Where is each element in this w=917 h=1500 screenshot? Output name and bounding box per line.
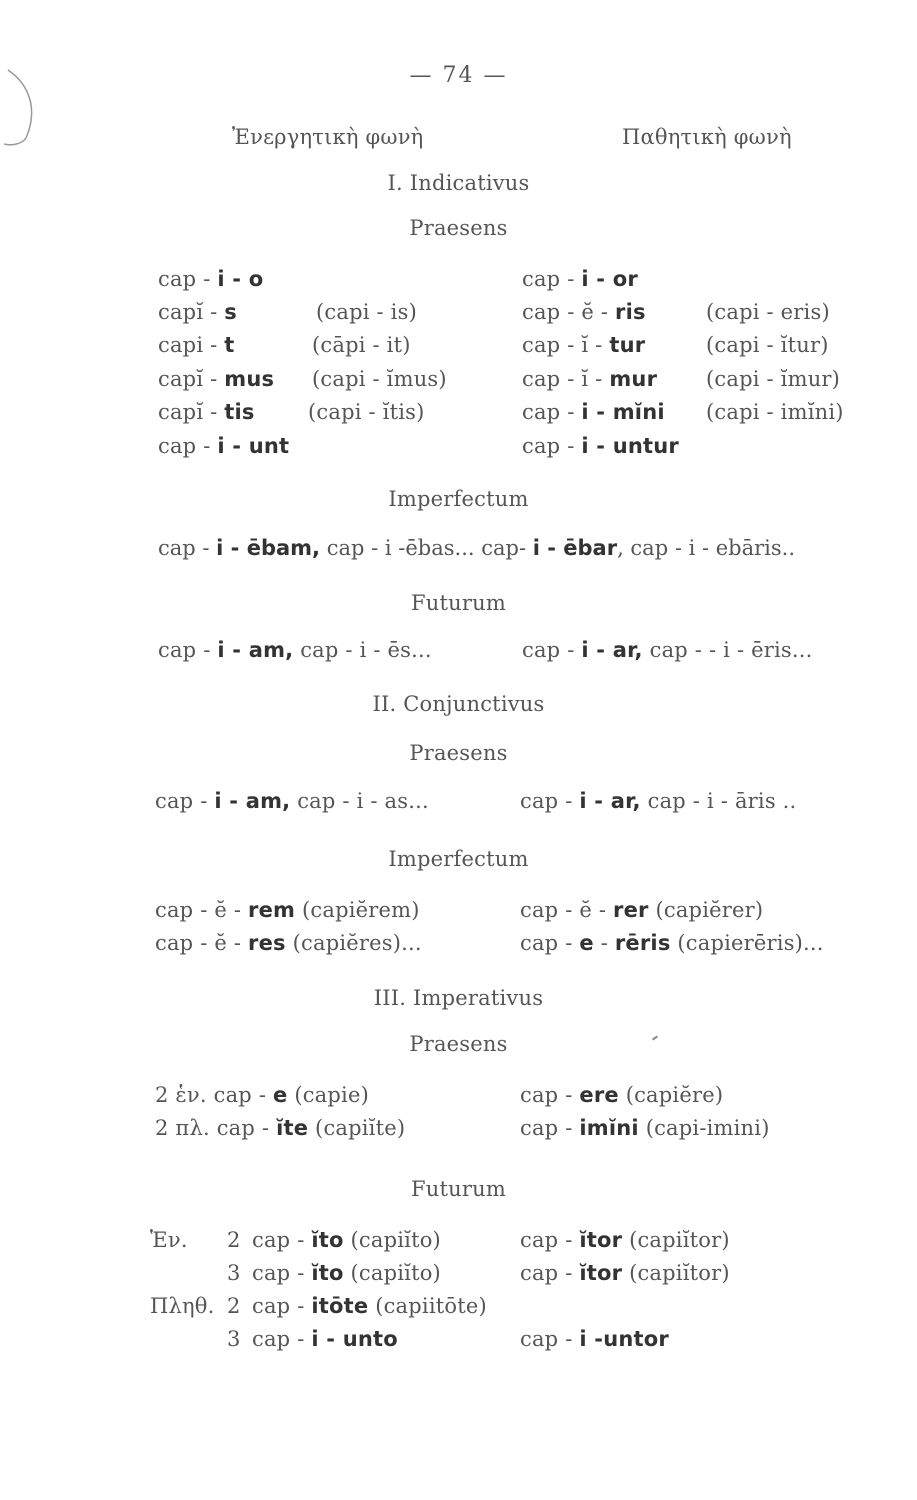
person-number: 2 xyxy=(227,1228,241,1252)
number-label: Ἑν. xyxy=(150,1228,188,1252)
active-form: cap - i - unt xyxy=(158,434,290,458)
passive-form-note: (capi - ĭmur) xyxy=(706,367,841,391)
passive-form: cap - ĕ - ris xyxy=(522,300,646,324)
active-form: cap - itōte (capiitōte) xyxy=(252,1294,487,1318)
passive-form: cap - i - ar, cap - - i - ēris... xyxy=(522,638,813,662)
passive-form: cap - i -untor xyxy=(520,1327,669,1351)
passive-form-note: (capi - ĭtur) xyxy=(706,333,829,357)
passive-form: cap - e - rēris (capierēris)... xyxy=(520,931,824,955)
active-form: capĭ - mus xyxy=(158,367,275,391)
number-label: Πληθ. xyxy=(150,1294,215,1318)
passive-form: cap - ĕ - rer (capiĕrer) xyxy=(520,898,764,922)
active-voice-heading: Ἐνεργητικὴ φωνὴ xyxy=(232,125,424,149)
section-title-indicativus: I. Indicativus xyxy=(387,171,530,195)
active-form-note: (capi - ĭmus) xyxy=(312,367,447,391)
passive-form: cap - imĭni (capi-imini) xyxy=(520,1116,770,1140)
passive-form: cap - i - or xyxy=(522,267,638,291)
passive-form: cap - ĭ - tur xyxy=(522,333,646,357)
subsection-title-futurum: Futurum xyxy=(411,1177,506,1201)
subsection-title-imperfectum: Imperfectum xyxy=(388,847,529,871)
active-form: cap - i - unto xyxy=(252,1327,398,1351)
section-title-imperativus: III. Imperativus xyxy=(373,986,544,1010)
active-form: cap - ĕ - res (capiĕres)... xyxy=(155,931,422,955)
passive-form: cap - i - mĭni xyxy=(522,400,665,424)
subsection-title-praesens: Praesens xyxy=(409,216,508,240)
person-number: 3 xyxy=(227,1261,241,1285)
passive-form: cap - ĭ - mur xyxy=(522,367,658,391)
active-form: capĭ - s xyxy=(158,300,237,324)
active-form: capĭ - tis xyxy=(158,400,255,424)
passive-form: cap - ĭtor (capiĭtor) xyxy=(520,1261,730,1285)
active-form-note: (capi - is) xyxy=(316,300,417,324)
passive-form: cap - ĭtor (capiĭtor) xyxy=(520,1228,730,1252)
subsection-title-praesens: Praesens xyxy=(409,741,508,765)
person-number: 3 xyxy=(227,1327,241,1351)
person-number: 2 xyxy=(227,1294,241,1318)
active-form-note: (capi - ĭtis) xyxy=(308,400,425,424)
active-form: cap - i - am, cap - i - ēs... xyxy=(158,638,432,662)
active-form: 2 πλ. cap - ĭte (capiĭte) xyxy=(155,1116,406,1140)
active-form-note: (cāpi - it) xyxy=(312,333,411,357)
passive-form-note: (capi - eris) xyxy=(706,300,830,324)
active-form: cap - ĕ - rem (capiĕrem) xyxy=(155,898,420,922)
passive-form: cap - ere (capiĕre) xyxy=(520,1083,724,1107)
passive-form-note: (capi - imĭni) xyxy=(706,400,844,424)
subsection-title-imperfectum: Imperfectum xyxy=(388,487,529,511)
active-form: cap - i - o xyxy=(158,267,264,291)
section-title-conjunctivus: II. Conjunctivus xyxy=(372,692,545,716)
passive-voice-heading: Παθητικὴ φωνὴ xyxy=(622,125,792,149)
passive-form: cap - i - ar, cap - i - āris .. xyxy=(520,789,797,813)
active-form: 2 ἑν. cap - e (capie) xyxy=(155,1083,369,1107)
active-form: cap - i - am, cap - i - as... xyxy=(155,789,429,813)
imperfectum-forms-line: cap - i - ēbam, cap - i -ēbas... cap- i - ēbar, cap - i - ebāris.. xyxy=(158,536,796,560)
active-form: capi - t xyxy=(158,333,235,357)
subsection-title-praesens: Praesens xyxy=(409,1032,508,1056)
page-number: — 74 — xyxy=(409,63,508,88)
subsection-title-futurum: Futurum xyxy=(411,591,506,615)
passive-form: cap - i - untur xyxy=(522,434,679,458)
active-form: cap - ĭto (capiĭto) xyxy=(252,1228,441,1252)
active-form: cap - ĭto (capiĭto) xyxy=(252,1261,441,1285)
